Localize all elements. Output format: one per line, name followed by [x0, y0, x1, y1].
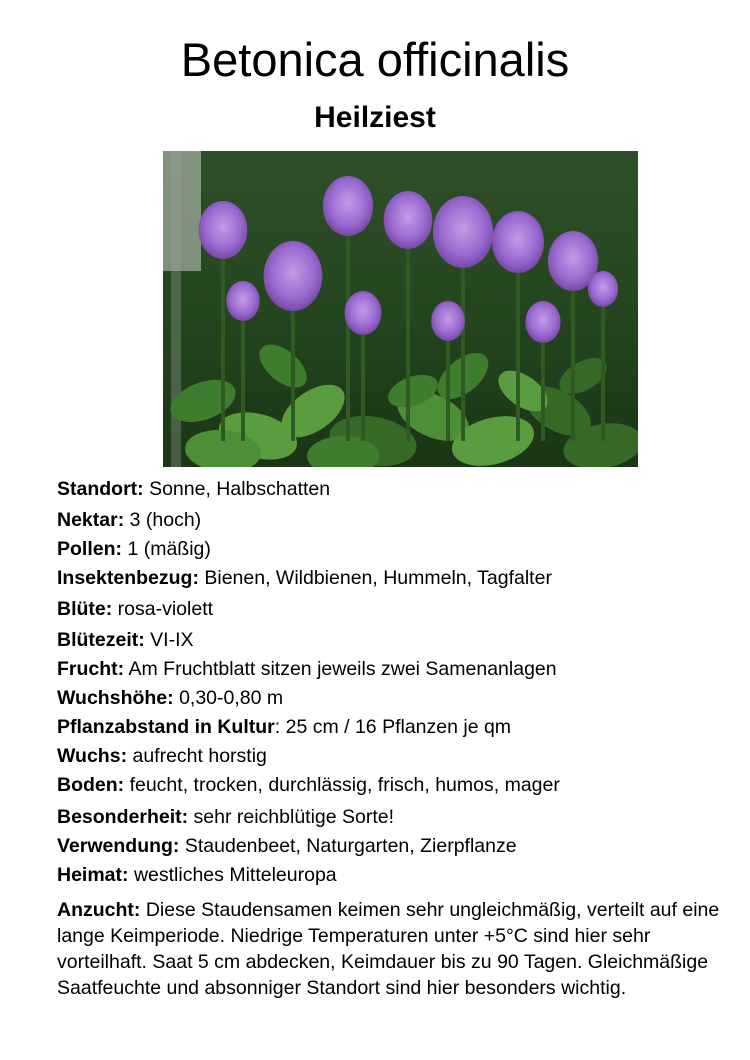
fact-value: VI-IX: [150, 629, 194, 651]
fact-label: Wuchs:: [57, 745, 128, 767]
fact-value: : 25 cm / 16 Pflanzen je qm: [274, 716, 512, 738]
stem-shape: [346, 226, 350, 441]
fact-row: [57, 805, 394, 829]
fact-row: [57, 773, 560, 797]
stem-shape: [361, 325, 365, 441]
fact-label: Heimat:: [57, 864, 129, 886]
stem-shape: [571, 281, 575, 441]
flower-spike-shape: [525, 301, 560, 343]
fact-label: Besonderheit:: [57, 806, 189, 828]
fact-label: Wuchshöhe:: [57, 687, 174, 709]
fact-value: Bienen, Wildbienen, Hummeln, Tagfalter: [204, 567, 552, 589]
flower-spike-shape: [492, 211, 544, 273]
fact-value: 0,30-0,80 m: [179, 687, 284, 709]
fact-row: [57, 834, 517, 858]
fact-label: Boden:: [57, 774, 125, 796]
fact-row: [57, 508, 201, 532]
fact-value: rosa-violett: [117, 598, 214, 620]
stem-shape: [516, 263, 520, 441]
fact-value: westliches Mitteleuropa: [133, 864, 337, 886]
stem-shape: [541, 333, 545, 441]
stem-shape: [291, 301, 295, 441]
stem-shape: [461, 258, 465, 441]
fact-value: Am Fruchtblatt sitzen jeweils zwei Samenanlagen: [128, 658, 557, 680]
fact-row: [57, 628, 194, 652]
anzucht-paragraph: [57, 897, 729, 1001]
flower-spike-shape: [226, 281, 260, 321]
fact-value: sehr reichblütige Sorte!: [193, 806, 395, 828]
stem-shape: [221, 249, 225, 441]
fact-value: 1 (mäßig): [127, 538, 211, 560]
page-title: Betonica officinalis: [180, 33, 570, 86]
fact-value: aufrecht horstig: [132, 745, 267, 767]
fact-value: Sonne, Halbschatten: [149, 478, 331, 500]
fact-row: [57, 744, 267, 768]
stem-shape: [406, 239, 410, 441]
fact-label: Insektenbezug:: [57, 567, 199, 589]
plant-photo: [163, 151, 638, 467]
flower-spike-shape: [323, 176, 373, 236]
page-subtitle: Heilziest: [314, 101, 436, 134]
flower-spike-shape: [433, 196, 493, 268]
flower-spike-shape: [588, 271, 618, 307]
fact-value: feucht, trocken, durchlässig, frisch, humos, mager: [129, 774, 560, 796]
fact-row: [57, 657, 557, 681]
stem-shape: [446, 331, 450, 441]
flower-spike-shape: [384, 191, 433, 249]
fact-label: Blütezeit:: [57, 629, 145, 651]
fact-row: [57, 477, 330, 501]
fact-value: Staudenbeet, Naturgarten, Zierpflanze: [184, 835, 517, 857]
stem-shape: [601, 297, 605, 441]
anzucht-label: Anzucht:: [57, 899, 141, 921]
fact-row: [57, 566, 552, 590]
fact-row: [57, 863, 337, 887]
fact-row: [57, 537, 211, 561]
flower-spike-shape: [264, 241, 323, 311]
flower-spike-shape: [199, 201, 248, 259]
anzucht-text: Diese Staudensamen keimen sehr ungleichmäßig, verteilt auf eine lange Keimperiode. Niedrige Temperaturen unter +5°C sind hier sehr vorteilhaft. Saat 5 cm abdecken, Keimdauer bis zu 90 Tagen. Gleichmäßige Saatfeuchte und absonniger Standort sind hier besonders wichtig.: [57, 899, 720, 999]
fact-row: [57, 597, 213, 621]
plant-photo-illustration: [163, 151, 638, 467]
fact-row: [57, 715, 511, 739]
fact-label: Frucht:: [57, 658, 125, 680]
fact-label: Standort:: [57, 478, 144, 500]
stem-shape: [241, 311, 245, 441]
fact-label: Blüte:: [57, 598, 113, 620]
flower-spike-shape: [345, 291, 382, 335]
fact-row: [57, 686, 283, 710]
fact-value: 3 (hoch): [129, 509, 202, 531]
fact-label: Pollen:: [57, 538, 123, 560]
fact-label: Nektar:: [57, 509, 125, 531]
flower-spike-shape: [431, 301, 465, 341]
fact-label: Verwendung:: [57, 835, 180, 857]
fact-label: Pflanzabstand in Kultur: [57, 716, 275, 738]
